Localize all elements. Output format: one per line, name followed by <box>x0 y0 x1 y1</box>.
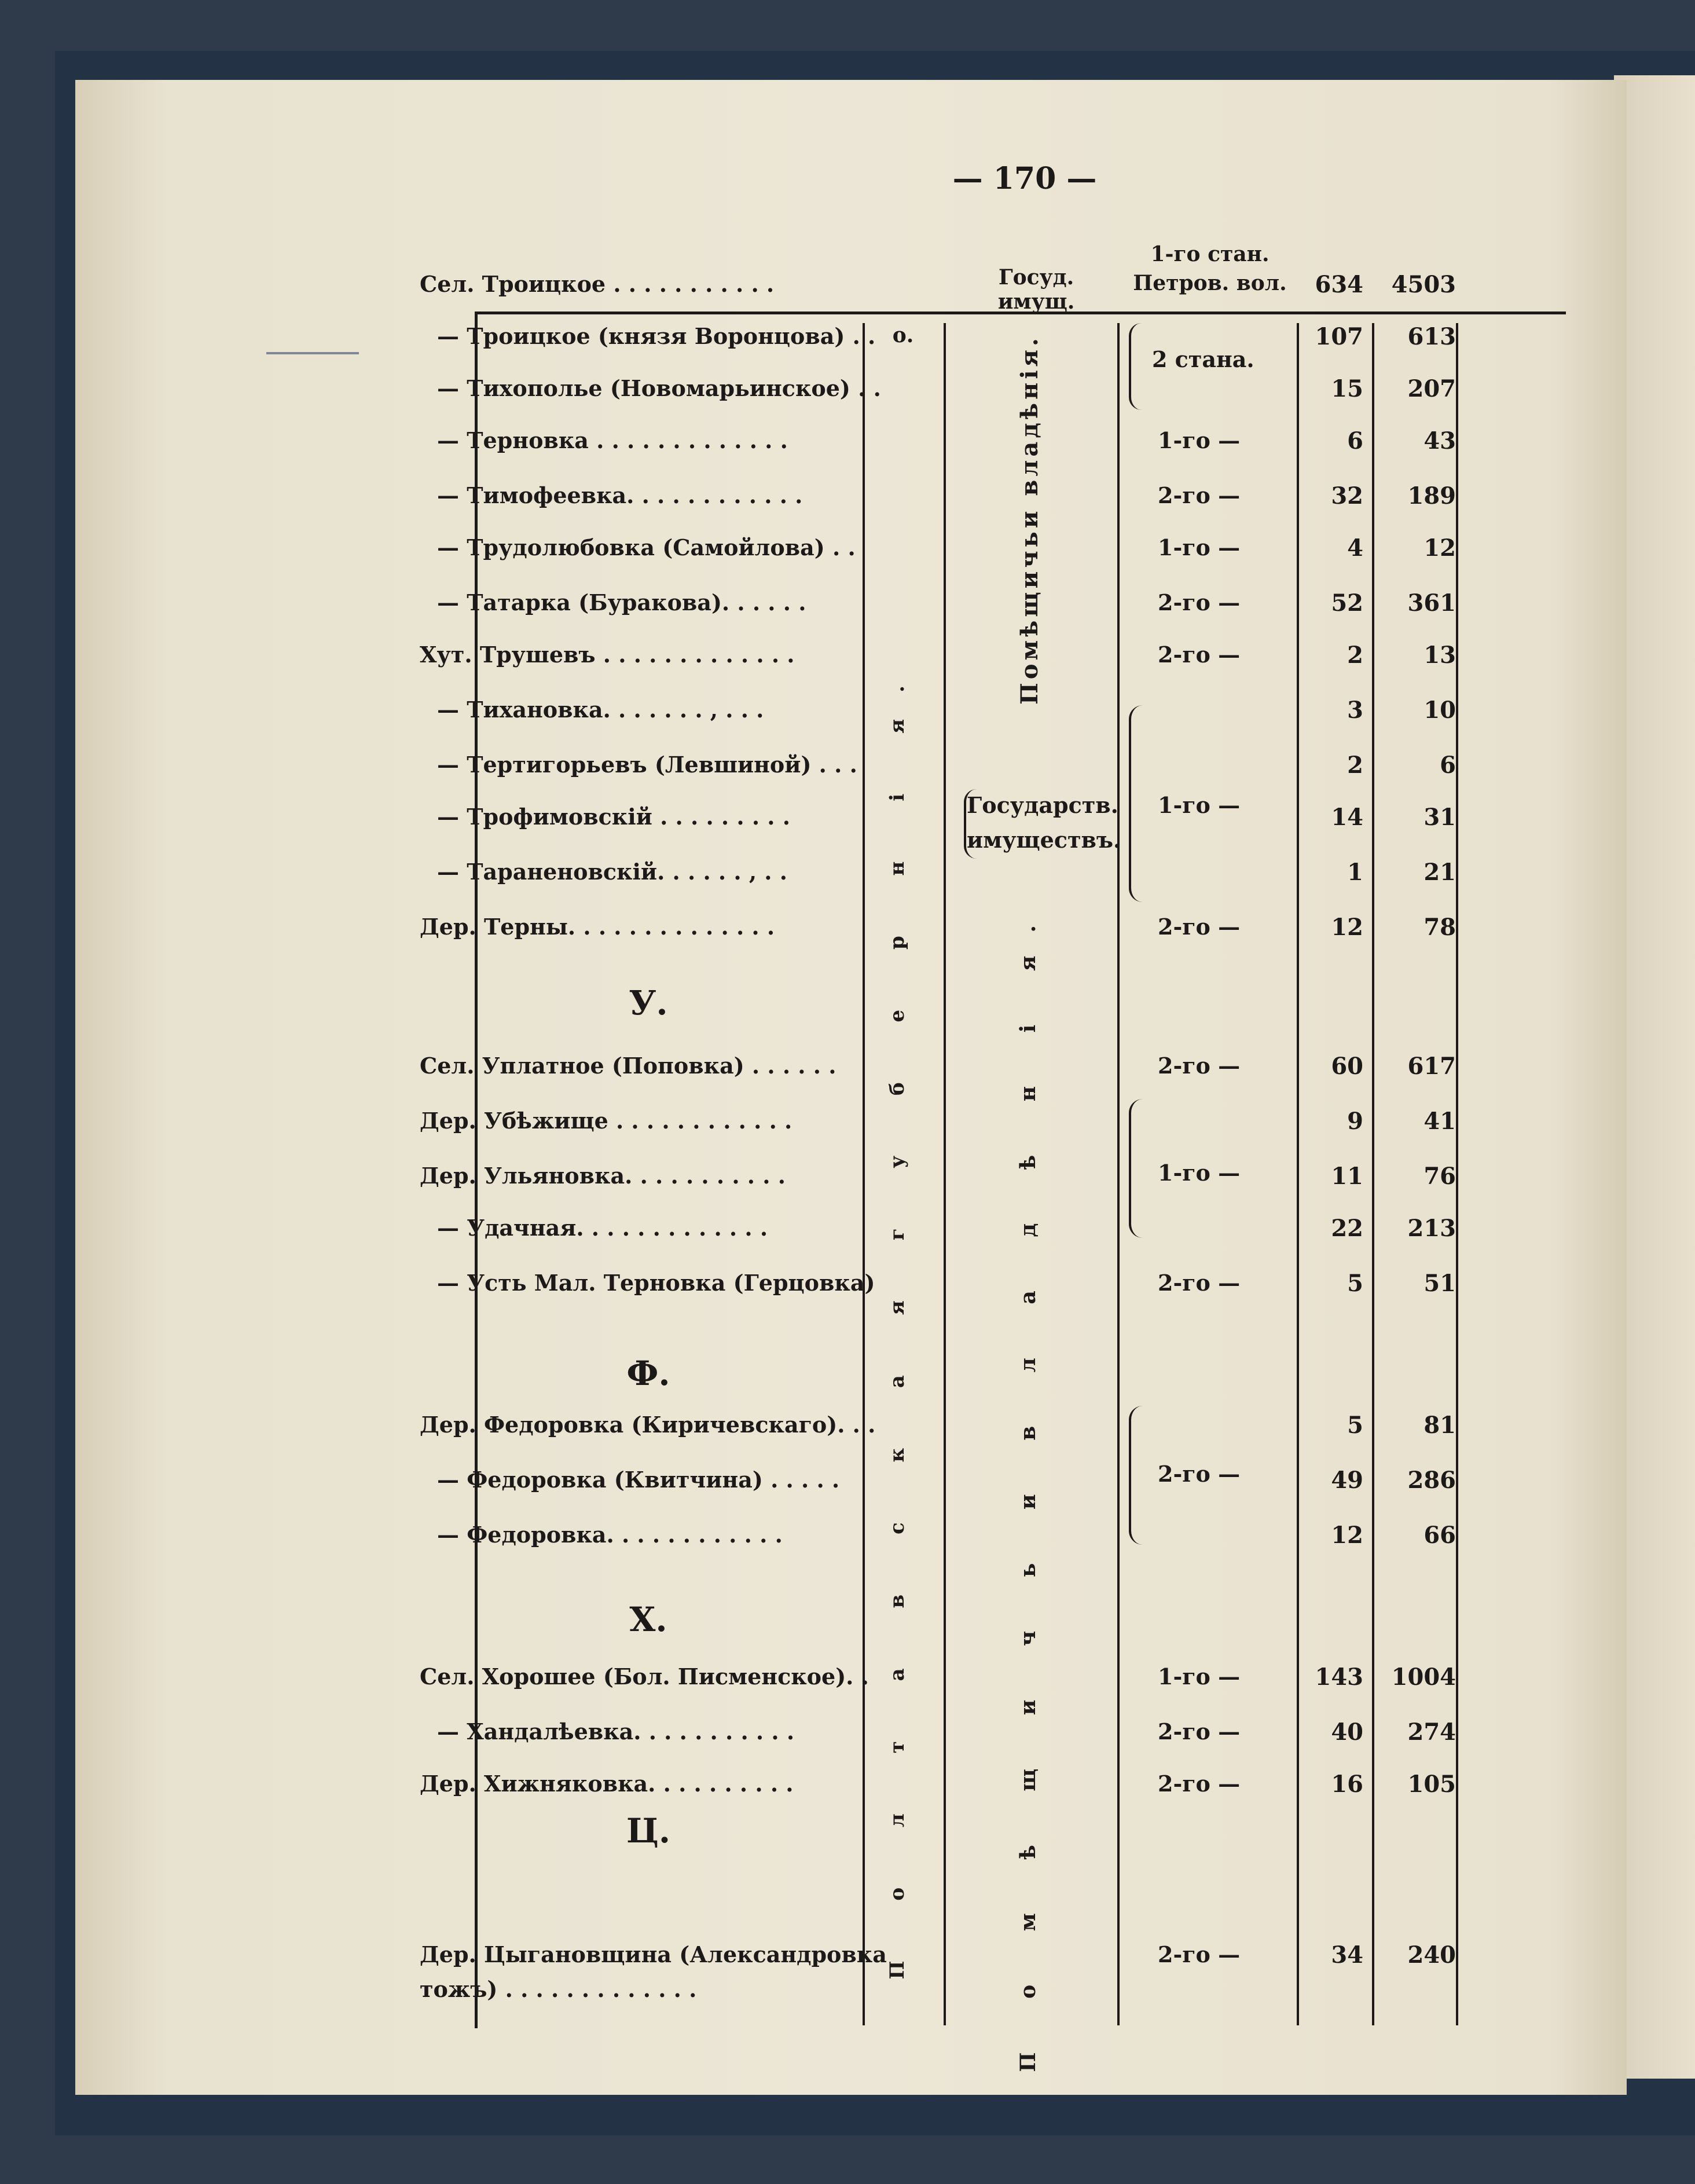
inhabitants-count: 51 <box>1423 1270 1456 1297</box>
stan-cell: 1-го — <box>1158 427 1241 453</box>
stan-tikh-group: 1-го — <box>1158 792 1241 818</box>
households-count: 12 <box>1331 914 1363 941</box>
stan-two-label: 2 стана. <box>1152 346 1254 372</box>
stan-cell: 2-го — <box>1158 1771 1241 1797</box>
settlement-name: — Усть Мал. Терновка (Герцовка) <box>437 1270 875 1296</box>
stan-fed-group: 2-го — <box>1158 1461 1241 1487</box>
settlement-name: — Федоровка (Квитчина) . . . . . <box>437 1467 840 1493</box>
households-count: 107 <box>1315 323 1363 350</box>
settlement-name: — Троицкое (князя Воронцова) . . <box>437 323 876 349</box>
brace-ub-group <box>1129 1099 1143 1238</box>
stan-cell: 2-го — <box>1158 914 1241 940</box>
inhabitants-count: 240 <box>1407 1941 1456 1969</box>
settlement-name: — Тимофеевка. . . . . . . . . . . . <box>437 482 803 508</box>
settlement-name: Дер. Хижняковка. . . . . . . . . . <box>420 1771 794 1797</box>
stan-cell: 2-го — <box>1158 589 1241 615</box>
stan-header-1: 1-го стан. <box>1150 242 1270 266</box>
settlement-name: — Хандалѣевка. . . . . . . . . . . <box>437 1718 795 1745</box>
stan-ub-group: 1-го — <box>1158 1160 1241 1186</box>
owner-gos-2: имуществъ. <box>967 827 1121 853</box>
households-count: 14 <box>1331 804 1363 831</box>
households-count: 16 <box>1331 1771 1363 1798</box>
inhabitants-count: 13 <box>1423 642 1456 669</box>
inhabitants-count: 207 <box>1407 375 1456 402</box>
stan-cell: 2-го — <box>1158 482 1241 508</box>
pomeshch-label-bottom: П о м ѣ щ и ч ь и в л а д ѣ н і я. <box>1016 902 1040 2072</box>
letter-ts: Ц. <box>626 1811 671 1850</box>
page-number: — 170 — <box>952 161 1097 196</box>
inhabitants-count: 189 <box>1407 482 1456 510</box>
column-divider-3 <box>1117 323 1120 2025</box>
brace-fed-group <box>1129 1406 1143 1545</box>
inhabitants-count: 76 <box>1423 1163 1456 1190</box>
stan-header-2: Петров. вол. <box>1133 271 1287 295</box>
district-label-vertical: П о л т а в с к а я г у б е р н і я. <box>886 659 909 1980</box>
owner-header: Госуд. имущ. <box>997 265 1075 314</box>
settlement-name: Дер. Ульяновка. . . . . . . . . . . <box>420 1163 786 1189</box>
households-count: 1 <box>1347 859 1363 886</box>
pomeshch-label-top: Помѣщичьи владѣнія. <box>1016 335 1043 705</box>
households-count: 60 <box>1331 1053 1363 1080</box>
inhabitants-count: 81 <box>1423 1412 1456 1439</box>
stan-cell: 1-го — <box>1158 534 1241 560</box>
settlement-name: — Татарка (Буракова). . . . . . <box>437 589 806 615</box>
inhabitants-count: 12 <box>1423 534 1456 562</box>
letter-u: У. <box>629 983 668 1023</box>
column-divider-1 <box>863 323 865 2025</box>
households-count: 52 <box>1331 589 1363 617</box>
settlement-name: Сел. Хорошее (Бол. Писменское). . <box>420 1663 869 1690</box>
settlement-name: — Трофимовскій . . . . . . . . . <box>437 804 790 830</box>
households-count: 143 <box>1315 1663 1363 1691</box>
column-divider-2 <box>944 323 946 2025</box>
inhabitants-count: 286 <box>1407 1467 1456 1494</box>
inhabitants-count: 361 <box>1407 589 1456 617</box>
households-count: 12 <box>1331 1522 1363 1549</box>
inhabitants-count: 613 <box>1407 323 1456 350</box>
settlement-name: — Удачная. . . . . . . . . . . . . <box>437 1215 768 1241</box>
inhabitants-count: 105 <box>1407 1771 1456 1798</box>
households-count: 4 <box>1347 534 1363 562</box>
last-row-continuation: тожъ) . . . . . . . . . . . . . <box>420 1976 697 2002</box>
stan-cell: 2-го — <box>1158 1718 1241 1745</box>
settlement-name: Дер. Терны. . . . . . . . . . . . . . <box>420 914 775 940</box>
inhabitants-count: 274 <box>1407 1718 1456 1746</box>
settlement-name: — Трудолюбовка (Самойлова) . . <box>437 534 856 560</box>
owner-gos-1: Государств. <box>967 792 1118 818</box>
inhabitants-count: 4503 <box>1391 271 1456 298</box>
inhabitants-count: 617 <box>1407 1053 1456 1080</box>
stan-cell: 2-го — <box>1158 1941 1241 1967</box>
settlement-name: Дер. Цыгановщина (Александровка <box>420 1941 887 1967</box>
letter-kh: Х. <box>629 1600 667 1639</box>
households-count: 6 <box>1347 427 1363 455</box>
inhabitants-count: 21 <box>1423 859 1456 886</box>
settlement-name: Сел. Уплатное (Поповка) . . . . . . <box>420 1053 837 1079</box>
stan-cell: 2-го — <box>1158 642 1241 668</box>
column-divider-6 <box>1456 323 1458 2025</box>
settlement-name: — Терновка . . . . . . . . . . . . . <box>437 427 788 453</box>
inhabitants-count: 78 <box>1423 914 1456 941</box>
letter-f: Ф. <box>626 1354 670 1393</box>
stan-cell: 1-го — <box>1158 1663 1241 1690</box>
settlement-name: Дер. Федоровка (Киричевскаго). . . <box>420 1412 876 1438</box>
inhabitants-count: 31 <box>1423 804 1456 831</box>
households-count: 2 <box>1347 642 1363 669</box>
inhabitants-count: 43 <box>1423 427 1456 455</box>
settlement-name: Хут. Трушевъ . . . . . . . . . . . . . <box>420 642 795 668</box>
inhabitants-count: 1004 <box>1391 1663 1456 1691</box>
brace-tikh-group <box>1129 705 1143 902</box>
households-count: 2 <box>1347 752 1363 779</box>
households-count: 634 <box>1315 271 1363 298</box>
brace-2stana <box>1129 323 1142 410</box>
settlement-name: Дер. Убѣжище . . . . . . . . . . . . <box>420 1108 793 1134</box>
households-count: 3 <box>1347 697 1363 724</box>
households-count: 11 <box>1331 1163 1363 1190</box>
settlement-name: — Тараненовскій. . . . . . , . . <box>437 859 787 885</box>
settlement-name: Сел. Троицкое . . . . . . . . . . . <box>420 271 775 297</box>
settlement-name: — Тихополье (Новомарьинское) . . <box>437 375 881 401</box>
inhabitants-count: 213 <box>1407 1215 1456 1242</box>
inhabitants-count: 41 <box>1423 1108 1456 1135</box>
households-count: 49 <box>1331 1467 1363 1494</box>
households-count: 5 <box>1347 1270 1363 1297</box>
settlement-name: — Тихановка. . . . . . . , . . . <box>437 697 764 723</box>
inhabitants-count: 10 <box>1423 697 1456 724</box>
households-count: 34 <box>1331 1941 1363 1969</box>
inhabitants-count: 66 <box>1423 1522 1456 1549</box>
district-small-letter: о. <box>892 323 914 347</box>
settlement-name: — Тертигорьевъ (Левшиной) . . . <box>437 752 857 778</box>
households-count: 22 <box>1331 1215 1363 1242</box>
stan-cell: 2-го — <box>1158 1270 1241 1296</box>
book-page <box>75 80 1627 2095</box>
households-count: 40 <box>1331 1718 1363 1746</box>
stan-cell: 2-го — <box>1158 1053 1241 1079</box>
inhabitants-count: 6 <box>1440 752 1456 779</box>
column-divider-5 <box>1372 323 1374 2025</box>
households-count: 9 <box>1347 1108 1363 1135</box>
settlement-name: — Федоровка. . . . . . . . . . . . <box>437 1522 783 1548</box>
households-count: 5 <box>1347 1412 1363 1439</box>
households-count: 15 <box>1331 375 1363 402</box>
brace-gos <box>964 789 977 859</box>
pencil-mark <box>266 352 359 354</box>
households-count: 32 <box>1331 482 1363 510</box>
